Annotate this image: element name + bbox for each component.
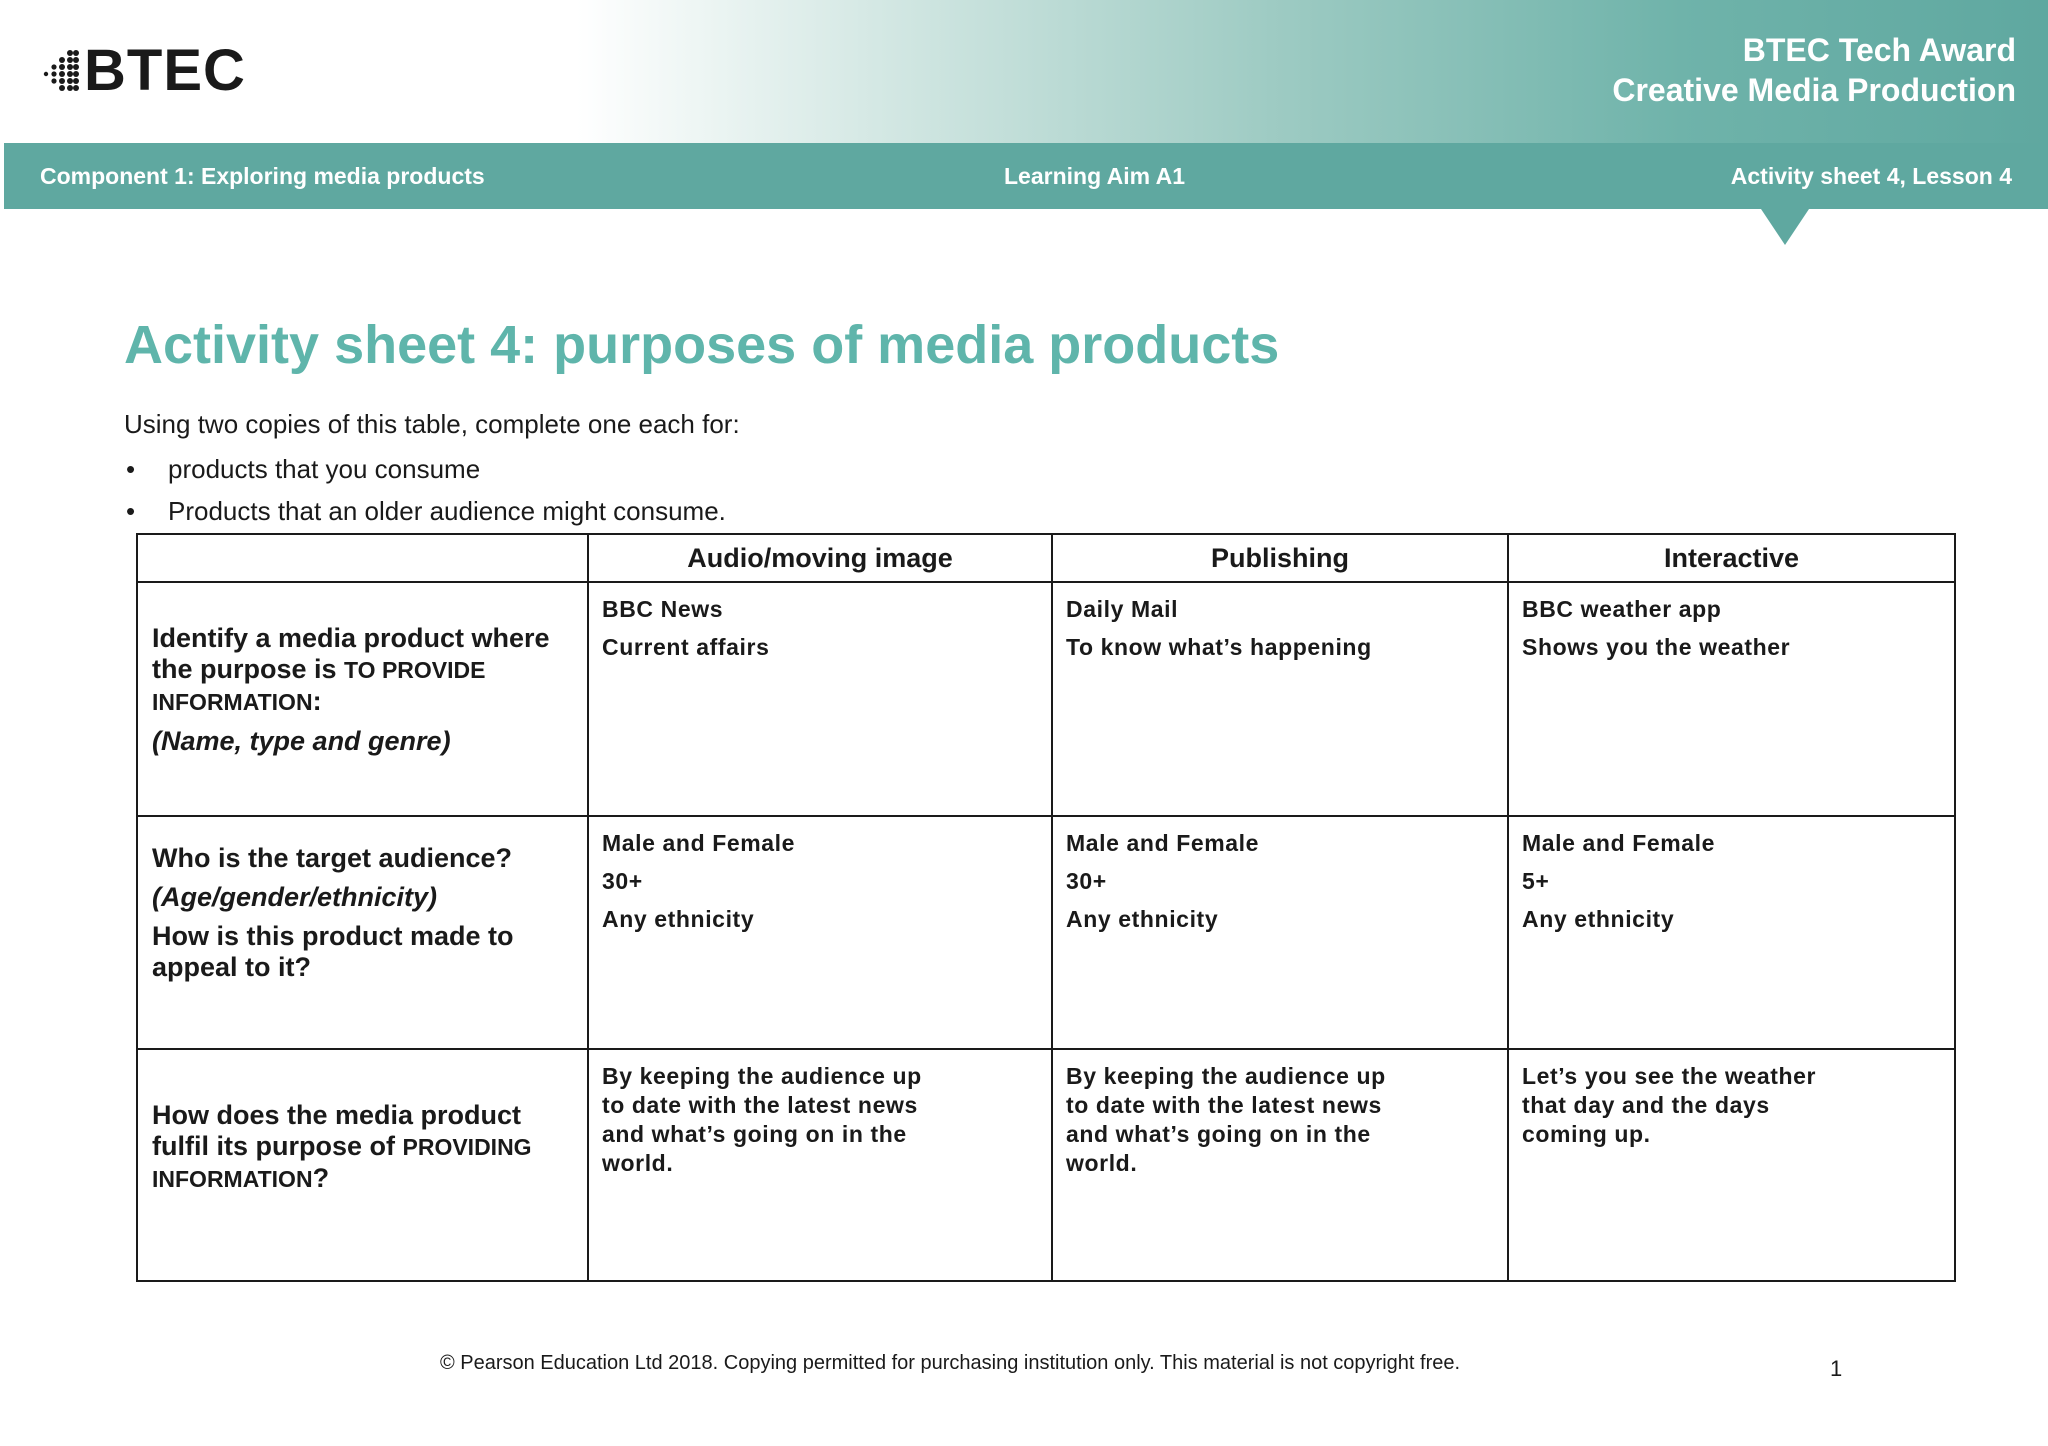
copyright-footer: © Pearson Education Ltd 2018. Copying permitted for purchasing institution only. This material is not copyright free. bbox=[439, 1352, 1461, 1374]
cell-line: 30+ bbox=[602, 868, 643, 894]
row-header-punct: : bbox=[312, 686, 322, 716]
table-cell[interactable] bbox=[588, 582, 1052, 816]
cell-line: 30+ bbox=[1066, 868, 1107, 894]
table-cell[interactable] bbox=[1052, 816, 1508, 1049]
list-item: • products that you consume bbox=[124, 448, 726, 490]
cell-line: BBC News bbox=[602, 596, 724, 622]
cell-text: Let’s you see the weather that day and the days coming up. bbox=[1522, 1063, 1817, 1147]
intro-text: Using two copies of this table, complete one each for: bbox=[124, 409, 740, 439]
page-title: Activity sheet 4: purposes of media products bbox=[124, 315, 1280, 375]
row-header-caps: PROVIDING INFORMATION bbox=[152, 1134, 532, 1192]
row-header-hint: (Age/gender/ethnicity) bbox=[152, 882, 438, 912]
cell-line: Daily Mail bbox=[1066, 596, 1179, 622]
cell-line: Current affairs bbox=[602, 634, 770, 660]
table-row bbox=[137, 582, 1955, 816]
row-header-fulfil bbox=[137, 1049, 588, 1281]
purposes-table bbox=[136, 533, 1956, 1282]
table-cell[interactable] bbox=[588, 816, 1052, 1049]
cell-line: 5+ bbox=[1522, 868, 1550, 894]
cell-text: By keeping the audience up to date with the latest news and what’s going on in the world. bbox=[602, 1063, 922, 1176]
row-header-caps: TO PROVIDE INFORMATION bbox=[152, 657, 486, 715]
activity-label: Activity sheet 4, Lesson 4 bbox=[1730, 163, 2012, 189]
cell-line: Male and Female bbox=[602, 830, 796, 856]
table-header-row bbox=[137, 534, 1955, 582]
brand-line-2: Creative Media Production bbox=[1612, 72, 2016, 108]
table-row bbox=[137, 1049, 1955, 1281]
page-number: 1 bbox=[1830, 1356, 1843, 1381]
bullet-list bbox=[124, 448, 726, 532]
cell-line: To know what’s happening bbox=[1066, 634, 1372, 660]
band-pointer bbox=[1761, 209, 1809, 245]
row-header-text: Identify a media product where the purpose is bbox=[152, 623, 550, 684]
logo-dots-icon bbox=[40, 47, 80, 95]
table-row bbox=[137, 816, 1955, 1049]
cell-line: Male and Female bbox=[1066, 830, 1260, 856]
column-header-interactive: Interactive bbox=[1508, 534, 1955, 582]
component-label: Component 1: Exploring media products bbox=[40, 163, 485, 189]
list-item: • Products that an older audience might consume. bbox=[124, 490, 726, 532]
column-header-publishing: Publishing bbox=[1052, 534, 1508, 582]
cell-line: BBC weather app bbox=[1522, 596, 1722, 622]
row-header-punct: ? bbox=[312, 1163, 330, 1193]
brand-line-1: BTEC Tech Award bbox=[1742, 32, 2016, 68]
logo-text: BTEC bbox=[84, 38, 246, 103]
table-cell[interactable] bbox=[1508, 582, 1955, 816]
cell-line: Male and Female bbox=[1522, 830, 1716, 856]
row-header-identify bbox=[137, 582, 588, 816]
brand-title bbox=[1612, 30, 2016, 110]
cell-line: Any ethnicity bbox=[1522, 906, 1675, 932]
row-header-text: Who is the target audience? bbox=[152, 843, 513, 873]
learning-aim-label: Learning Aim A1 bbox=[1004, 163, 1186, 189]
cell-line: Shows you the weather bbox=[1522, 634, 1791, 660]
table-cell[interactable] bbox=[1052, 1049, 1508, 1281]
row-header-hint: (Name, type and genre) bbox=[152, 726, 451, 756]
column-header-audio: Audio/moving image bbox=[588, 534, 1052, 582]
btec-logo bbox=[40, 36, 246, 106]
corner-cell bbox=[137, 534, 588, 582]
cell-text: By keeping the audience up to date with the latest news and what’s going on in the world. bbox=[1066, 1063, 1386, 1176]
table-cell[interactable] bbox=[1508, 816, 1955, 1049]
cell-line: Any ethnicity bbox=[602, 906, 755, 932]
table-cell[interactable] bbox=[1052, 582, 1508, 816]
row-header-text: How is this product made to appeal to it? bbox=[152, 921, 514, 982]
row-header-text: How does the media product fulfil its purpose of bbox=[152, 1100, 522, 1161]
table-cell[interactable] bbox=[588, 1049, 1052, 1281]
cell-line: Any ethnicity bbox=[1066, 906, 1219, 932]
info-band bbox=[4, 143, 2048, 209]
row-header-audience bbox=[137, 816, 588, 1049]
table-cell[interactable] bbox=[1508, 1049, 1955, 1281]
